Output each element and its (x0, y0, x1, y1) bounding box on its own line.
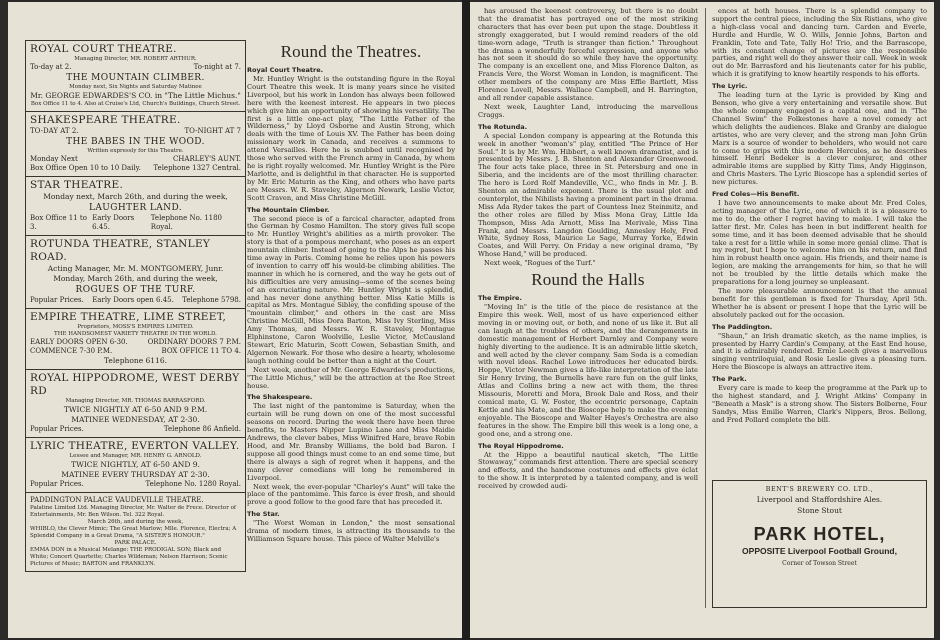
left-page (8, 2, 462, 638)
middle-column (478, 8, 698, 492)
mountain-text-2: Next week, another of Mr. George Edwardes's productions, "The Little Michus," will be the attraction at the Roe Street house. (247, 365, 455, 390)
ad-title: PADDINGTON PALACE VAUDEVILLE THEATRE. (30, 496, 204, 504)
hotel-corner: Corner of Towson Street (782, 560, 857, 567)
right-column (712, 8, 927, 426)
coles-text: I have two announcements to make about Mr. Fred Coles, acting manager of the Lyric, one of which it is a pleasure to me to do, the other I regret having to make. I will take the latter first. Mr. Coles has been in but indifferent health for some time, and it has been deemed advisable that he should take a rest for a little while in some more genial clime. That is my regret, but I hope to welcome him on his return, and find him in robust health once again. His friends, and their name is legion, are making the arrangements for him, so that he will not be troubled by the little details which make the preparations for a long journey so unpleasant. (712, 199, 927, 287)
shakespeare-text-2: Next week, the ever-popular "Charley's Aunt" will take the place of the pantomime. This farce is ever fresh, and should prove a good follow to the good fare that has preceded it. (247, 482, 455, 507)
shakespeare-heading: The Shakespeare. (247, 393, 313, 402)
ad-lyric: LYRIC THEATRE, EVERTON VALLEY. Lessee and Manager, MR. HENRY G. ARNOLD. TWICE NIGHTLY, AT 6-50 AND 9. MATINEE EVERY THURSDAY AT 2-30. Popular Prices. Telephone No. 1280 Royal. (26, 438, 245, 493)
hippodrome-heading: The Royal Hippodrome. (478, 441, 564, 450)
coles-text-2: The more pleasurable announcement is that the annual benefit for this gentleman is fixed for Thursday, April 5th. Whether he is absent or present I hope that the Lyric will be absolutely packed out for the occasion. (712, 287, 927, 319)
ad-royal-court: ROYAL COURT THEATRE. Managing Director, MR. ROBERT ARTHUR. To-day at 2. To-night at 7. THE MOUNTAIN CLIMBER. Monday next, Six Nights and Saturday Matinee Mr. GEORGE EDWARDES'S CO. in "The Little Michus." Box Office 11 to 4. Also at Cruise's Ltd, Church's Buildings, Church Street. (26, 41, 245, 112)
ad-title: SHAKESPEARE THEATRE. (30, 114, 181, 126)
ad-title: STAR THEATRE. (30, 179, 124, 191)
star-heading: The Star. (247, 510, 280, 519)
ad-title: LYRIC THEATRE, EVERTON VALLEY. (30, 440, 240, 452)
rotunda-heading: The Rotunda. (478, 122, 528, 131)
coles-heading: Fred Coles—His Benefit. (712, 190, 800, 199)
paddington-text: "Shaun," an Irish dramatic sketch, as the name implies, is presented by Harry Cardin's Company, at the East End house, and it is admirably rendered. Ernie Leech gives a marvellous singing ventriloquial, and Rosie Leslie gives a pleasing turn. Here the Bioscope is always an attractive item. (712, 331, 927, 372)
park-heading: The Park. (712, 375, 747, 384)
ad-title: ROYAL COURT THEATRE. (30, 43, 177, 55)
hotel-opposite: OPPOSITE Liverpool Football Ground, (742, 546, 897, 556)
star-text-continued-2: Next week, Laughter Land, introducing the marvellous Craggs. (478, 102, 698, 119)
stout-line: Stone Stout (797, 506, 842, 515)
empire-text: "Moving In" is the title of the piece de resistance at the Empire this week. Well, most of us have experienced either moving in or moving out, or both, and none of us like it. But all can laugh at the troubles of others, and the derangements in domestic management of Herbert Darnley and Company were highly diverting to the audience. It is an admirable little sketch, and well acted by the clever company. Sam Soda is a comedian with novel ideas. Rachel Lowe introduces her educated birds. Hoppe, Victor Newman gives a life-like interpretation of the late Sir Henry Irving, the Burnells have rare fun on the gulf links, Atlas and Collins bring a new act with them, the three Missouris, Moretti and Mora, Brook Dale and Ross, and their comical mate, G. W. Foster, the eccentric personage, Captain Kettle and his Mate, and the Bioscope help to make the evening enjoyable. The Bioscope and Walter Hayes's Orchestra are also features in the show. The Empire bill this week is a long one, a good one, and a strong one. (478, 303, 698, 438)
rotunda-text-2: Next week, "Rogues of the Turf." (484, 259, 596, 268)
ad-paddington: PADDINGTON PALACE VAUDEVILLE THEATRE. Palatine Limited Ltd. Managing Director, Mr. Walter de Frece. Director of Entertainments, Mr. Ben Wilson. Tel. 322 Royal. March 26th, and during the week, WHIBLO, the Clever Mimic; The Great Marlow; Mlle. Florence, Electra; A Splendid Company in a Great Drama, "A SISTER'S HONOUR." PARK PALACE. EMMA DON in a Musical Melange: THE PRODIGAL SON; Black and White; Concert Quartette; Charles Wildeman; Nelson Harrison; Scenic Pictures of Music; BARTON and FRANKLYN. (26, 493, 245, 571)
theatres-heading: Round the Theatres. (280, 42, 422, 61)
park-text: Every care is made to keep the programme at the Park up to the highest standard, and J. Wright Atkins' Company in "Beneath a Mask" is a strong show. The Sisters Bolberne, Four Sandys, Miss Emilie Warren, Clark's Nippers, Bros. Bellong, and Fred Pollard complete the bill. (712, 384, 927, 424)
theatre-advertisements (25, 40, 246, 572)
hippodrome-text-continued: ences at both houses. There is a splendid company to support the central piece, including the Six Ristians, who give a high-class vocal and dancing turn. Carden and Everle, Hurdle and Hurdle, W. O. Wills, Jennie Johns, Barton and Franklin, Tote and Tate, Tally Ho! Trio, and the Barrascope, with its constant change of pictures are the responsible parties, and right well do they answer their call. Week in week out do Mr. Barrasford and his lieutenants cater for his public, which it is gratifying to know heartily responds to his efforts. (712, 7, 927, 79)
column-rule (705, 8, 706, 608)
lyric-text: The leading turn at the Lyric is provided by King and Benson, who give a very entertaining and versatile show. But the whole company engaged is a capital one, and in "The Channel Swim" the Folkestones have a novel comedy act which delights the audiences. Blake and Granby are dialogue artistes, who are very clever, and the strong man John Grün Marx is a source of wonder to beholders, who would not care to come to grips with this modern Hercules, as he describes himself. Henri Bedeker is a clever conjurer, and other admirable items are supplied by Kitty Tims, Andy Higginson, and Chris Masters. The Lyric Bioscope has a splendid series of new pictures. (712, 91, 927, 187)
ales-line: Liverpool and Staffordshire Ales. (756, 495, 883, 504)
hotel-name: PARK HOTEL, (753, 524, 886, 544)
theatres-column (247, 40, 455, 545)
ad-star: STAR THEATRE. Monday next, March 26th, and during the week, LAUGHTER LAND. Box Office 11 to 3. Early Doors 6.45. Telephone No. 1180 Royal. (26, 177, 245, 236)
ad-rotunda: ROTUNDA THEATRE, STANLEY ROAD. Acting Manager, Mr. M. MONTGOMERY, Junr. Monday, March 26th, and during the week, ROGUES OF THE TURF. Popular Prices. Early Doors open 6.45. Telephone 5798. (26, 236, 245, 309)
royal-court-heading: Royal Court Theatre. (247, 66, 324, 74)
shakespeare-text: The last night of the pantomime is Saturday, when the curtain will be rung down on one of the most successful seasons on record. During the week there have been three benefits, to Masters Nipper Lupino Lane and Miss Maidie Andrews, the clever babes, Miss Winifred Hare, brave Robin Hood, and Mr. Bransby Williams, the bold bad Baron. I suppose all good things must come to an end some time, but there is always a sigh of regret when it happens, and the many clever comedians will long be remembered in Liverpool. (247, 402, 455, 482)
ad-empire: EMPIRE THEATRE, LIME STREET, Proprietors, MOSS'S EMPIRES LIMITED. THE HANDSOMEST VARIETY THEATRE IN THE WORLD. EARLY DOORS OPEN 6-30. ORDINARY DOORS 7 P.M. COMMENCE 7-30 P.M. BOX OFFICE 11 TO 4. Telephone 6116. (26, 309, 245, 370)
halls-heading: Round the Halls (531, 270, 645, 290)
hippodrome-text: At the Hippo a beautiful nautical sketch, "The Little Stowaway," commands first attention. There are special scenery and effects, and the handsome costumes and effects give éclat to the show. It is interpreted by a talented company, and is well received by crowded audi- (478, 450, 698, 491)
star-text: "The Worst Woman in London," the most sensational drama of modern times, is attracting its thousands to the Williamson Square house. This piece of Walter Melville's (247, 519, 455, 544)
rotunda-text: A special London company is appearing at the Rotunda this week in another "woman's" play, entitled "The Prince of Her Soul." It is by Mr. Wm. Hibbert, a well known dramatist, and is presented by Messrs. J. B. Shenton and Alexander Greenwood. The four acts take place, three in St. Petersburg and one in Siberia, and the incidents are of the most thrilling character. The hero is Lord Rolf Mandeville, V.C., who finds in Mr. J. B. Shenton an admirable exponent. There is the usual plot and counterplot, the Nihilists having a prominent part in the drama. Miss Ada Ryder takes the part of Countess Inez Steinmitz, and the other roles are filled by Miss Mona Gray, Little Ida Thompson, Miss Ada Arnott, Miss Ina Merivale, Miss Tina Frank, and Messrs. Langdon Goulding, Annesley Hely, Fred White, Sydney Ross, Maurice Le Sage, Murray Yorke, Edwin Coates, and Will Perry. On Friday a new original drama, "By Whose Hand," will be produced. (478, 131, 698, 259)
right-page (470, 2, 934, 638)
ad-title: ROYAL HIPPODROME, WEST DERBY RD (30, 372, 240, 397)
ad-shakespeare: SHAKESPEARE THEATRE. TO-DAY AT 2. TO-NIGHT AT 7 THE BABES IN THE WOOD. Written expressly for this Theatre. Monday Next CHARLEY'S AUNT. Box Office Open 10 to 10 Daily. Telephone 1327 Central. (26, 112, 245, 177)
page-gutter (462, 0, 470, 640)
ad-hippodrome: ROYAL HIPPODROME, WEST DERBY RD Managing Director, MR. THOMAS BARRASFORD. TWICE NIGHTLY AT 6-50 AND 9 P.M. MATINEE WEDNESDAY, AT 2-30. Popular Prices. Telephone 86 Anfield. (26, 370, 245, 438)
brewery-name: BENT'S BREWERY CO. LTD., (765, 486, 874, 493)
lyric-heading: The Lyric. (712, 82, 748, 91)
mountain-text: The second piece is of a farcical character, adapted from the German by Cosmo Hamilton. The story gives full scope to Mr. Huntley Wright's abilities as a mirth provoker. The story is that of a pompous merchant, who poses as an expert mountain climber. Instead of going to the Alps he passes his time away in Paris. Coming home he relies upon his powers of invention to carry off his would-be climbing abilities. The manner in which he is cornered, and the way he gets out of his difficulties are very amusing—some of the scenes being of an excruciating nature. Mr. Huntley Wright is splendid, and has never done anything better. Miss Katie Mills is capital as Mrs. Montague Sibley, the confiding spouse of the "mountain climber," and others in the cast are Miss Christine McGill, Miss Dora Barton, Miss Ivy Sterling, Miss Amy Thomas, and Messrs. W. R. Staveley, Montague Elphinstone, Caron Woolville, Leslie Victor, McCausland Stewart, Eric Maturin, Scott Cowen, Sebastian Smith, and Algernon Newark. For those who desire a hearty, wholesome laugh nothing could be better than a night at the Court. (247, 214, 455, 365)
ad-title: ROTUNDA THEATRE, STANLEY ROAD. (30, 238, 211, 263)
star-text-continued: has aroused the keenest controversy, but there is no doubt that the dramatist has portrayed one of the most striking characters that has ever been put upon the stage. Doubtless it strongly exaggerated, but I would remind readers of the old time-worn adage, "Truth is stranger than fiction." Throughout the drama a wonderfully forceful expression, and anyone who has not seen it should do so while they have the opportunity. The company is an excellent one, and Miss Florence Dalton, as Francis Vere, the Worst Woman in London, is magnificent. The other members of the company are Miss Effie Bartlett, Miss Florence Lovell, Messrs. Wallace Campbell, and H. Barrington, and all render capable assistance. (478, 7, 698, 102)
paddington-heading: The Paddington. (712, 322, 773, 331)
royal-court-text: Mr. Huntley Wright is the outstanding figure in the Royal Court Theatre this week. It is many years since he visited Liverpool, but his work in London has always been followed here with the keenest interest. He appears in two pieces which give him an opportunity of showing his versatility. The first is a little one-act play, "The Little Father of the Wilderness," by Lloyd Osborne and Austin Strong, which deals with the time of Louis XV. The Father has been doing missionary work in Canada, and receives a summons to attend Versailles. Here he is snubbed until recognised by those who served with the French army in Canada, by whom he is right royally welcomed. Mr. Huntley Wright is the Père Marlotte, and is delightful in that character. He is supported by Mr. Eric Maturin as the King, and others who have parts are Messrs. W. R. Staveley, Algernon Newark, Leslie Victor, Scott Craven, and Miss Christine McGill. (247, 75, 455, 202)
mountain-heading: The Mountain Climber. (247, 205, 330, 214)
empire-heading: The Empire. (478, 294, 522, 303)
ad-title: EMPIRE THEATRE, LIME STREET, (30, 311, 227, 323)
park-hotel-advertisement (712, 480, 927, 608)
